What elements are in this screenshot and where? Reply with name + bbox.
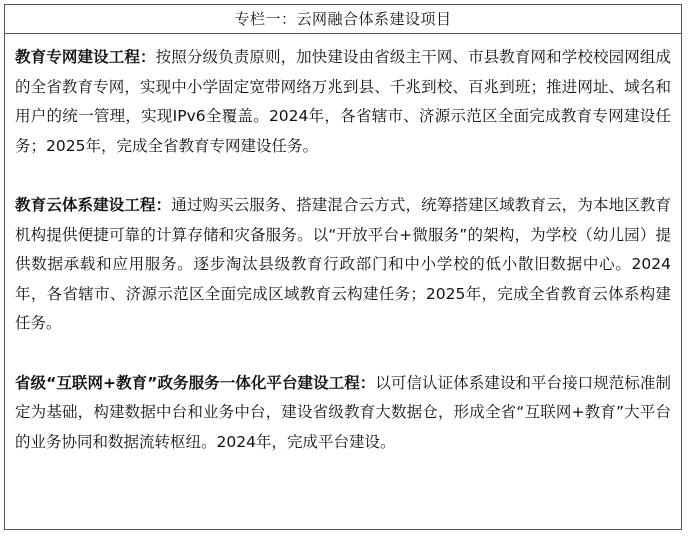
section-body: 通过购买云服务、搭建混合云方式，统筹搭建区域教育云，为本地区教育机构提供便捷可靠的计算存储和灾备服务。以“开放平台+微服务”的架构，为学校（幼儿园）提供数据承载和应用服务。逐步淘汰县级教育行政部门和中小学校的低小散旧数据中心。2024年，各省辖市、济源示范区全面完成区域教育云构建任务；2025年，完成全省教育云体系构建任务。	[15, 196, 671, 332]
section-body: 以可信认证体系建设和平台接口规范标准制定为基础，构建数据中台和业务中台，建设省级教育大数据仓，形成全省“互联网+教育”大平台的业务协同和数据流转枢纽。2024年，完成平台建设。	[15, 373, 671, 451]
section-education-network	[15, 43, 671, 161]
section-education-cloud	[15, 191, 671, 339]
section-heading: 省级“互联网+教育”政务服务一体化平台建设工程：	[15, 373, 376, 392]
section-heading: 教育专网建设工程：	[15, 48, 156, 66]
section-government-platform	[15, 369, 671, 458]
box-content	[5, 34, 681, 457]
section-body: 按照分级负责原则，加快建设由省级主干网、市县教育网和学校校园网组成的全省教育专网，实现中小学固定宽带网络万兆到县、千兆到校、百兆到班；推进网址、域名和用户的统一管理，实现IPv6全覆盖。2024年，各省辖市、济源示范区全面完成教育专网建设任务；2025年，完成全省教育专网建设任务。	[15, 48, 671, 155]
project-box	[4, 4, 682, 530]
box-title: 专栏一：云网融合体系建设项目	[5, 5, 681, 34]
section-heading: 教育云体系建设工程：	[15, 196, 172, 214]
